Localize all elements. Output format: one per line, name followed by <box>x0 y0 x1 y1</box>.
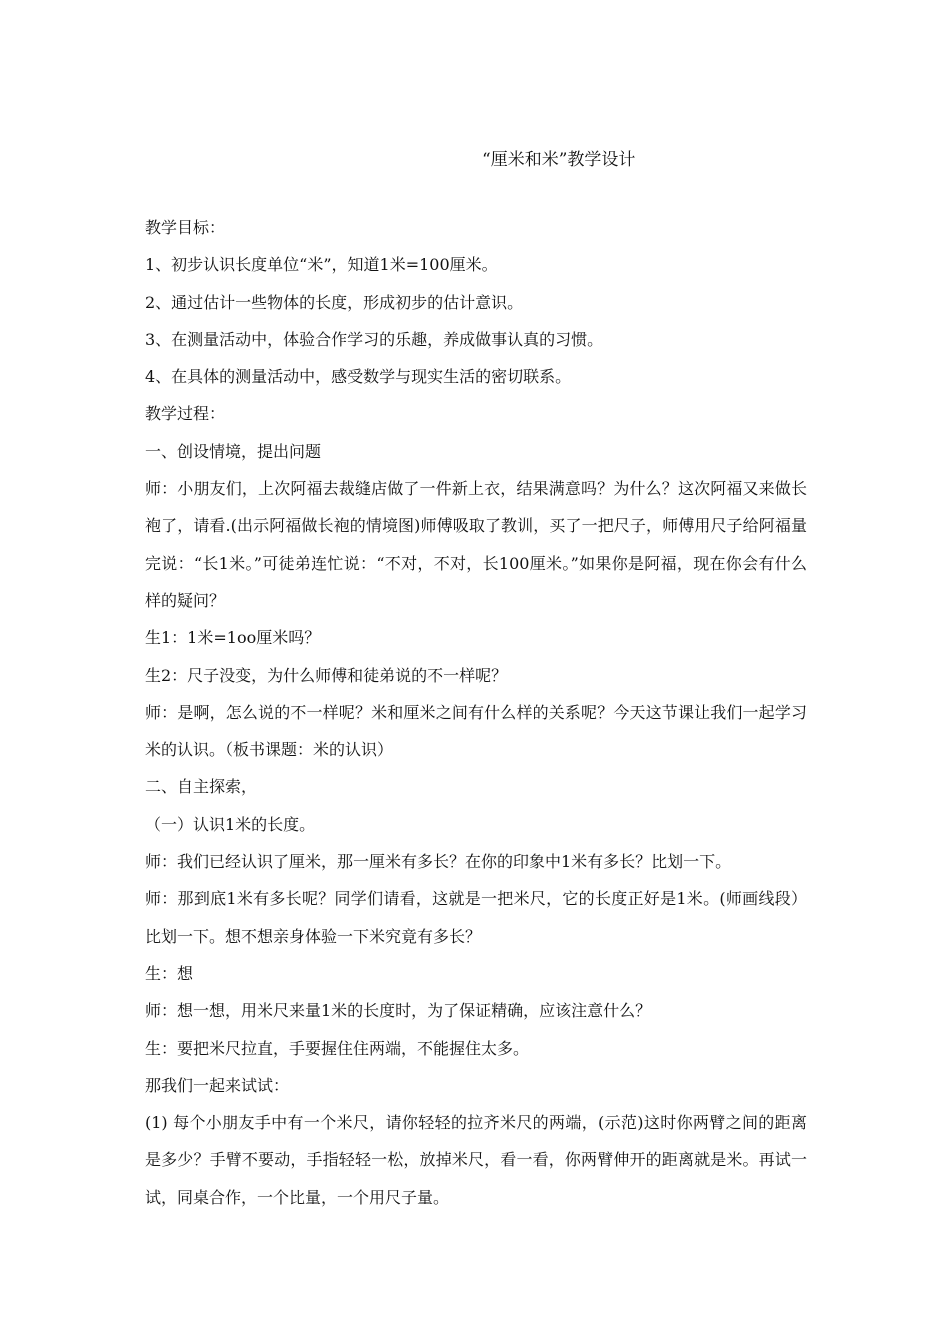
dialogue-paragraph: 生1：1米=1oo厘米吗？ <box>145 628 321 648</box>
dialogue-paragraph: 师：想一想，用米尺来量1米的长度时，为了保证精确，应该注意什么？ <box>145 1001 652 1021</box>
dialogue-paragraph: 那我们一起来试试： <box>145 1075 290 1095</box>
subsection-heading: 一、创设情境，提出问题 <box>145 441 322 461</box>
objective-item: 2、通过估计一些物体的长度，形成初步的估计意识。 <box>145 292 524 312</box>
activity-paragraph: (1) 每个小朋友手中有一个米尺，请你轻轻的拉齐米尺的两端，(示范)这时你两臂之间的距离是多少？手臂不要动，手指轻轻一松，放掉米尺，看一看，你两臂伸开的距离就是米。再试一试，同桌合作，一个比量，一个用尺子量。 <box>145 1113 807 1207</box>
subsection-heading: （一）认识1米的长度。 <box>145 814 316 834</box>
objective-item: 1、初步认识长度单位“米”，知道1米=100厘米。 <box>145 255 498 275</box>
document-body <box>145 209 807 1216</box>
objective-item: 4、在具体的测量活动中，感受数学与现实生活的密切联系。 <box>145 367 572 387</box>
dialogue-paragraph: 师：我们已经认识了厘米，那一厘米有多长？在你的印象中1米有多长？比划一下。 <box>145 852 732 872</box>
dialogue-paragraph: 师：小朋友们，上次阿福去裁缝店做了一件新上衣，结果满意吗？为什么？这次阿福又来做长袍了，请看.(出示阿福做长袍的情境图)师傅吸取了教训，买了一把尺子，师傅用尺子给阿福量完说：“长1米。”可徒弟连忙说：“不对，不对，长100厘米。”如果你是阿福，现在你会有什么样的疑问？ <box>145 479 807 610</box>
dialogue-paragraph: 生：要把米尺拉直，手要握住住两端，不能握住太多。 <box>145 1038 530 1058</box>
subsection-heading: 二、自主探索， <box>145 777 258 797</box>
objective-item: 3、在测量活动中，体验合作学习的乐趣，养成做事认真的习惯。 <box>145 329 604 349</box>
dialogue-paragraph: 师：那到底1米有多长呢？同学们请看，这就是一把米尺，它的长度正好是1米。(师画线段）比划一下。想不想亲身体验一下米究竟有多长？ <box>145 889 807 946</box>
dialogue-paragraph: 生：想 <box>145 963 194 983</box>
section-heading-objectives: 教学目标： <box>145 218 226 237</box>
dialogue-paragraph: 师：是啊，怎么说的不一样呢？米和厘米之间有什么样的关系呢？今天这节课让我们一起学习米的认识。（板书课题：米的认识） <box>145 702 807 760</box>
dialogue-paragraph: 生2：尺子没变，为什么师傅和徒弟说的不一样呢？ <box>145 665 508 685</box>
document-title: “厘米和米”教学设计 <box>482 150 636 170</box>
section-heading-process: 教学过程： <box>145 404 226 424</box>
